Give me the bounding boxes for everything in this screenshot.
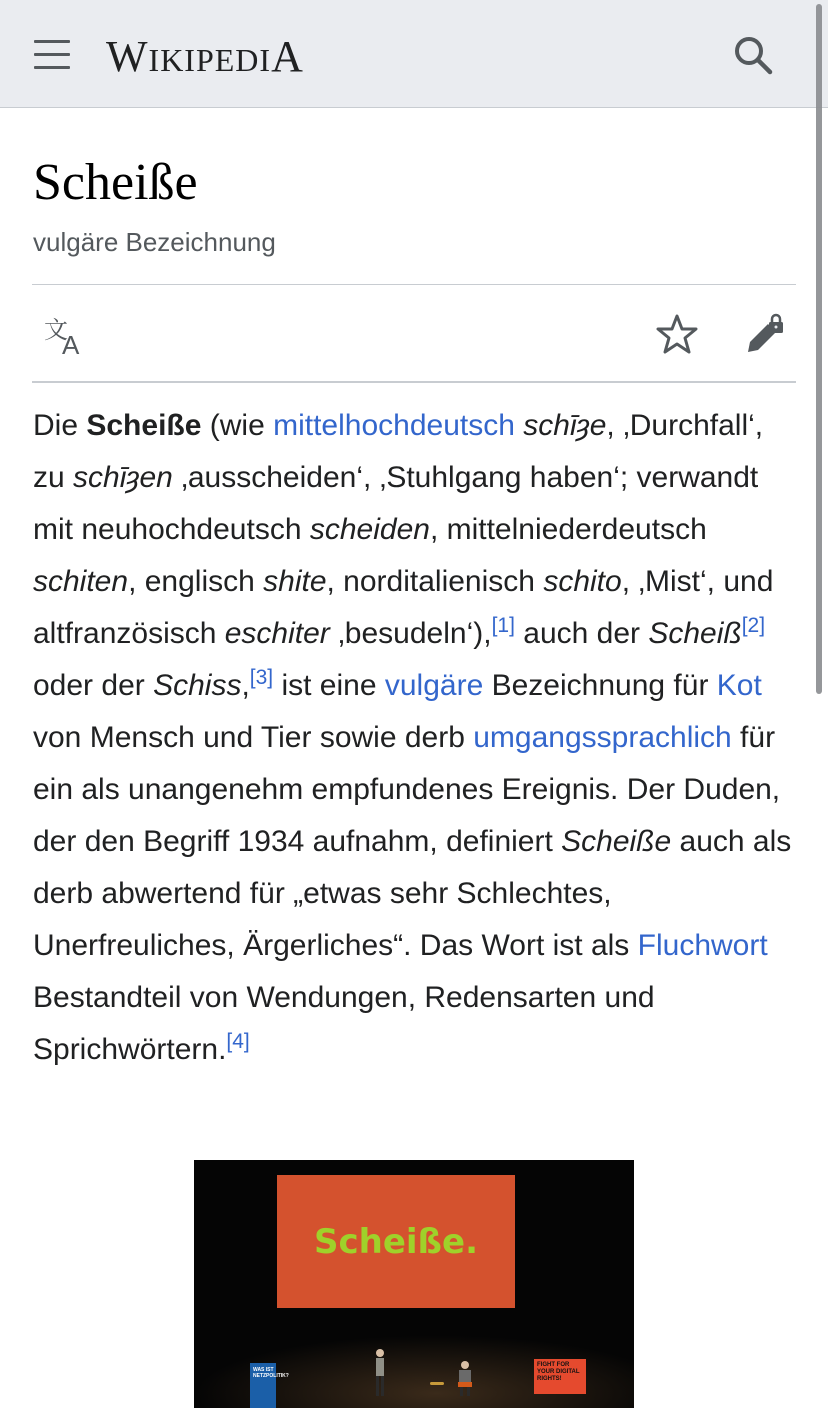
- bold-term: Scheiße: [86, 409, 202, 442]
- top-header: [0, 0, 828, 108]
- reference-1[interactable]: [1]: [491, 614, 515, 637]
- svg-text:A: A: [62, 330, 80, 358]
- reference-2[interactable]: [2]: [741, 614, 766, 637]
- speaker-figure: [374, 1348, 386, 1398]
- divider: [32, 381, 796, 383]
- link-fluchwort[interactable]: Fluchwort: [637, 929, 768, 962]
- page-title: Scheiße: [33, 154, 198, 211]
- link-kot[interactable]: Kot: [716, 669, 762, 702]
- reference-3[interactable]: [3]: [249, 666, 274, 689]
- article-image[interactable]: [194, 1160, 634, 1408]
- link-vulgaer[interactable]: vulgäre: [384, 669, 484, 702]
- screen-text: Scheiße.: [314, 1221, 478, 1262]
- stage-sign: FIGHT FOR YOUR DIGITAL RIGHTS!: [534, 1359, 586, 1394]
- svg-text:文: 文: [44, 316, 68, 344]
- stage-table: [430, 1382, 444, 1385]
- reference-4[interactable]: [4]: [226, 1030, 250, 1053]
- seated-figure: [456, 1360, 474, 1396]
- hamburger-menu-icon[interactable]: [34, 40, 70, 70]
- scrollbar[interactable]: [816, 4, 822, 694]
- link-umgangssprachlich[interactable]: umgangssprachlich: [473, 721, 732, 754]
- link-mittelhochdeutsch[interactable]: mittelhochdeutsch: [273, 409, 515, 442]
- wikipedia-logo[interactable]: WIKIPEDIA: [106, 32, 304, 81]
- projection-screen: [277, 1175, 515, 1308]
- page-description: vulgäre Bezeichnung: [33, 227, 276, 257]
- language-icon[interactable]: [42, 312, 88, 358]
- search-icon[interactable]: [732, 34, 774, 76]
- article-lead-paragraph: Die Scheiße (wie mittelhochdeutsch schīȝe, ‚Durchfall‘, zu schīȝen ‚ausscheiden‘, ‚Stuhlgang haben‘; verwandt mit neuhochdeutsch scheiden, mittelniederdeutsch schiten, englisch shite, norditalienisch schito, ‚Mist‘, und altfranzösisch eschiter ‚besudeln‘),[1] auch der Scheiß[2] oder der Schiss,[3] ist eine vulgäre Bezeichnung für Kot von Mensch und Tier sowie derb umgangssprachlich für ein als unangenehm empfundenes Ereignis. Der Duden, der den Begriff 1934 aufnahm, definiert Scheiße auch als derb abwertend für „etwas sehr Schlechtes, Unerfreuliches, Ärgerliches“. Das Wort ist als Fluchwort Bestandteil von Wendungen, Redensarten und Sprichwörtern.[4]: [33, 409, 792, 1066]
- divider: [32, 284, 796, 285]
- edit-lock-icon[interactable]: [744, 312, 788, 356]
- stage-banner: WAS IST NETZPOLITIK?: [250, 1363, 276, 1408]
- star-icon[interactable]: [655, 312, 699, 356]
